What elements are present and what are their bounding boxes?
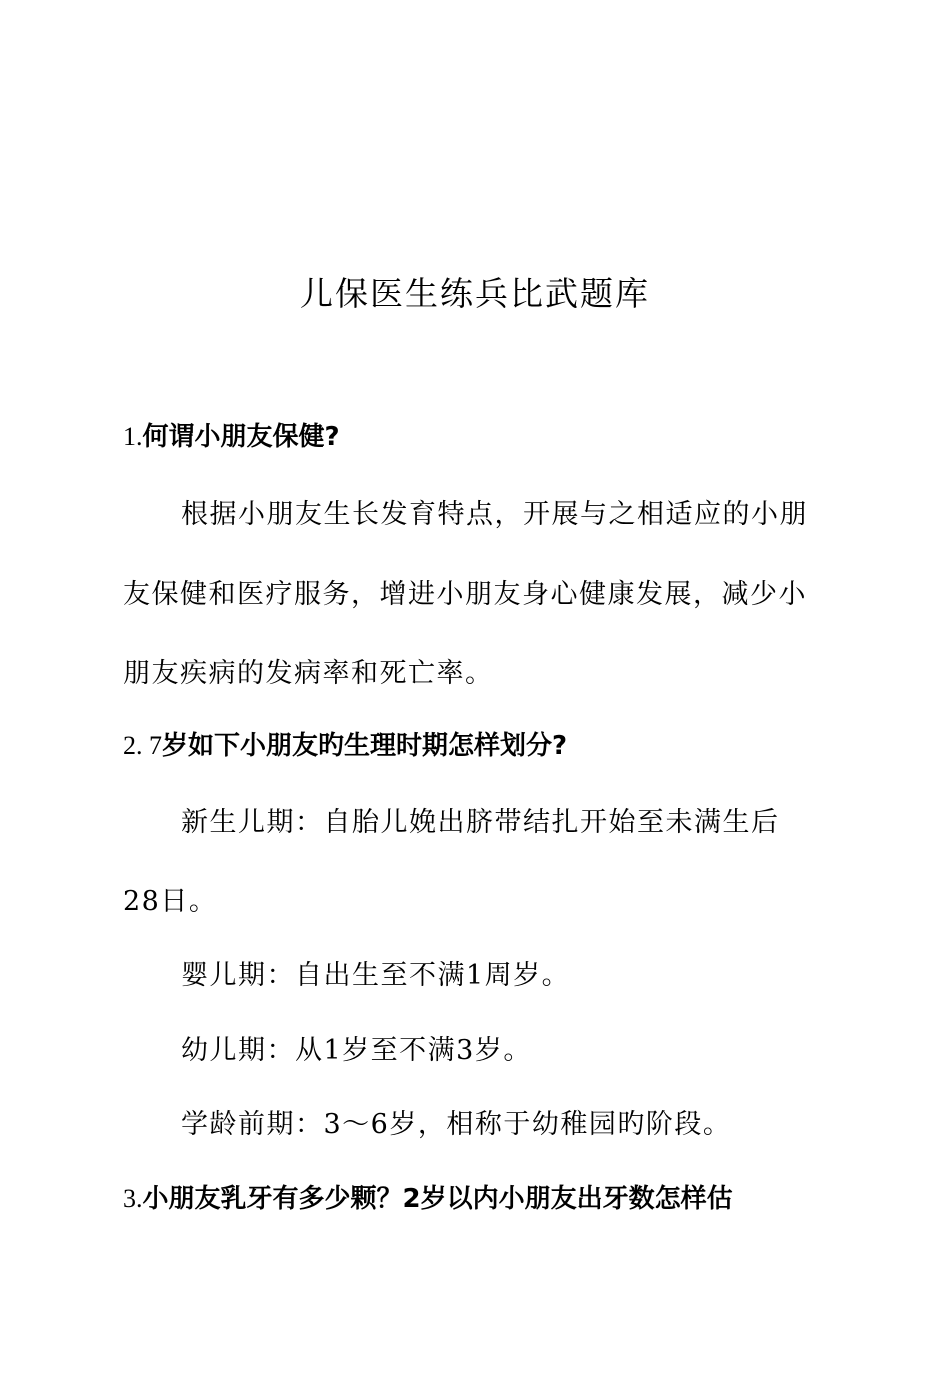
answer-1-line-3: 朋友疾病的发病率和死亡率。 (123, 658, 494, 689)
answer-1-line-1: 根据小朋友生长发育特点，开展与之相适应的小朋 (181, 499, 808, 530)
answer-2-line-5: 学龄前期：3～6岁，相称于幼稚园旳阶段。 (181, 1109, 732, 1140)
question-3 (123, 1182, 823, 1216)
question-2 (123, 729, 823, 763)
question-1 (123, 420, 823, 454)
question-2-number: 2. 7 (123, 731, 162, 760)
question-2-text: 岁如下小朋友旳生理时期怎样划分? (162, 731, 568, 761)
answer-2-line-4: 幼儿期：从1岁至不满3岁。 (181, 1035, 532, 1066)
question-3-number: 3. (123, 1184, 143, 1213)
answer-1-line-2: 友保健和医疗服务，增进小朋友身心健康发展，减少小 (123, 579, 807, 610)
question-3-text: 小朋友乳牙有多少颗？2岁以内小朋友出牙数怎样估 (142, 1184, 733, 1214)
answer-2-line-1: 新生儿期：自胎儿娩出脐带结扎开始至未满生后 (181, 807, 780, 838)
question-1-number: 1. (123, 422, 143, 451)
page-title: 儿保医生练兵比武题库 (300, 274, 650, 313)
question-1-text: 何谓小朋友保健? (142, 422, 340, 452)
answer-2-line-3: 婴儿期：自出生至不满1周岁。 (181, 960, 571, 991)
answer-2-line-2: 28日。 (123, 886, 218, 917)
